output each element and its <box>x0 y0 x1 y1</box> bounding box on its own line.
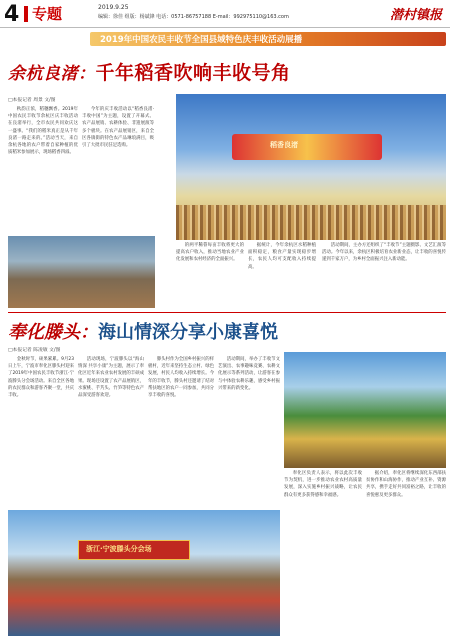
article2-paragraph: 活动现场，宁波滕头以“海山情深 共享小康”为主题，展示了奉化区近年来农业农村发展的丰硕成果。现场还设置了农产品展销区，水蜜桃、芋艿头、竹笋等特色农产品深受游客欢迎。 <box>78 357 144 399</box>
article1-photo-people <box>8 236 155 308</box>
article1-column-4 <box>176 242 244 308</box>
article1-paragraph: 据统计，今年余杭区水稻种植面积稳定，粮食产量实现稳步增长，农民人均可支配收入持续提高。 <box>248 243 316 270</box>
article-divider <box>8 312 446 313</box>
stage-backdrop <box>232 134 382 160</box>
article2-column-4 <box>218 356 280 506</box>
article2-column-5 <box>284 470 362 636</box>
article1-column-5 <box>248 242 316 308</box>
article1-column-gap <box>158 106 172 234</box>
article1-byline: □本报记者 周景 文/图 <box>8 98 56 103</box>
article2-headline-lead: 奉化滕头： <box>8 322 98 343</box>
article1-paragraph: 活动期间，主办方还组织了“丰收节”主题摄影、文艺汇演等活动。今年以来，余杭区积极培育农业新业态，让丰收的喜悦传递到千家万户，为乡村全面振兴注入新动能。 <box>322 243 446 263</box>
article1-column-2 <box>82 106 154 234</box>
header-accent-bar <box>24 6 28 22</box>
editor-meta: 编辑：徐佳 组版：杨斌锋 电话：0571-86757188 E-mail：992975110@163.com <box>98 14 289 20</box>
issue-date: 2019.9.25 <box>98 4 129 11</box>
article2-byline: □本报记者 陈凌敏 文/图 <box>8 348 61 353</box>
article2-column-2 <box>78 356 144 506</box>
article1-column-6 <box>322 242 446 308</box>
article2-paragraph: 奉化区负责人表示，将以此次丰收节为契机，进一步推动农业农村高质量发展，深入实施乡村振兴战略，让农民群众有更多获得感和幸福感。 <box>284 471 362 498</box>
newspaper-name: 潜村镇报 <box>389 8 442 23</box>
page-number: 4 <box>4 2 20 27</box>
article2-headline-rest: 海山情深分享小康喜悦 <box>98 322 278 343</box>
article1-headline <box>8 58 448 85</box>
article2-paragraph: 滕头村作为全国乡村振兴的样板村，近年来坚持生态立村、绿色发展，村民人均收入持续增长。今年的丰收节，滕头村还邀请了结对帮扶地区的农户一同参加，共同分享丰收的喜悦。 <box>148 357 214 399</box>
topic-banner-text: 2019年中国农民丰收节全国县域特色庆丰收活动展播 <box>100 35 303 45</box>
article1-headline-rest: 千年稻香吹响丰收号角 <box>95 62 291 84</box>
article1-paragraph: 今年的庆丰收活动以“稻香良渚·丰收中国”为主题，设置了开幕式、农产品展销、农耕体验、非遗展演等多个板块。在农产品展销区，来自全区各镇街的特色农产品琳琅满目，吸引了大批市民驻足选购。 <box>82 107 154 149</box>
venue-sign-text: 浙江·宁波滕头分会场 <box>86 545 152 553</box>
article2-photo-park <box>284 352 446 468</box>
stage-crowd <box>176 205 446 240</box>
article1-paragraph: 的两平稀瞢每亩丰收将更大的提高农户收入，推动当地农业产业化发展和农村经济的全面振兴。 <box>176 243 244 263</box>
article1-column-1 <box>8 106 78 234</box>
article2-column-6 <box>366 470 446 636</box>
stage-backdrop-text: 稻香良渚 <box>270 141 298 149</box>
article2-paragraph: 据介绍，奉化区将继续深化东西部扶贫协作和山海协作，推动产业互补、资源共享，携手走好共同富裕之路，让丰收的喜悦惠及更多群众。 <box>366 471 446 498</box>
article1-headline-lead: 余杭良渚： <box>8 64 96 84</box>
article2-paragraph: 金秋时节，硕果累累。9月23日上午，宁波市奉化区滕头村迎来了2019年中国农民丰收节浙江·宁波滕头分会场活动。来自全区各地的农民群众和游客齐聚一堂，共庆丰收。 <box>8 357 74 399</box>
article2-photo-venue <box>8 510 280 636</box>
article1-paragraph: 秋韵正浓，稻穗飘香。2019年中国农民丰收节余杭区庆丰收活动在良渚举行，全市农民共同欢庆这一盛事。“我们的稻米真正是从千年良渚一路走来的。”活动当天，来自余杭各地的农户带着自家种植的优质稻米参加展示，现场稻香四溢。 <box>8 107 78 156</box>
section-title: 专题 <box>32 5 63 23</box>
header-rule <box>0 27 450 28</box>
article2-column-3 <box>148 356 214 506</box>
article2-headline <box>8 318 278 344</box>
article2-column-1 <box>8 356 74 506</box>
article2-paragraph: 活动期间，举办了丰收节文艺演出、农事趣味竞赛、农耕文化展示等系列活动，让游客在参与中体验农耕乐趣，感受乡村振兴带来的新变化。 <box>218 357 280 391</box>
